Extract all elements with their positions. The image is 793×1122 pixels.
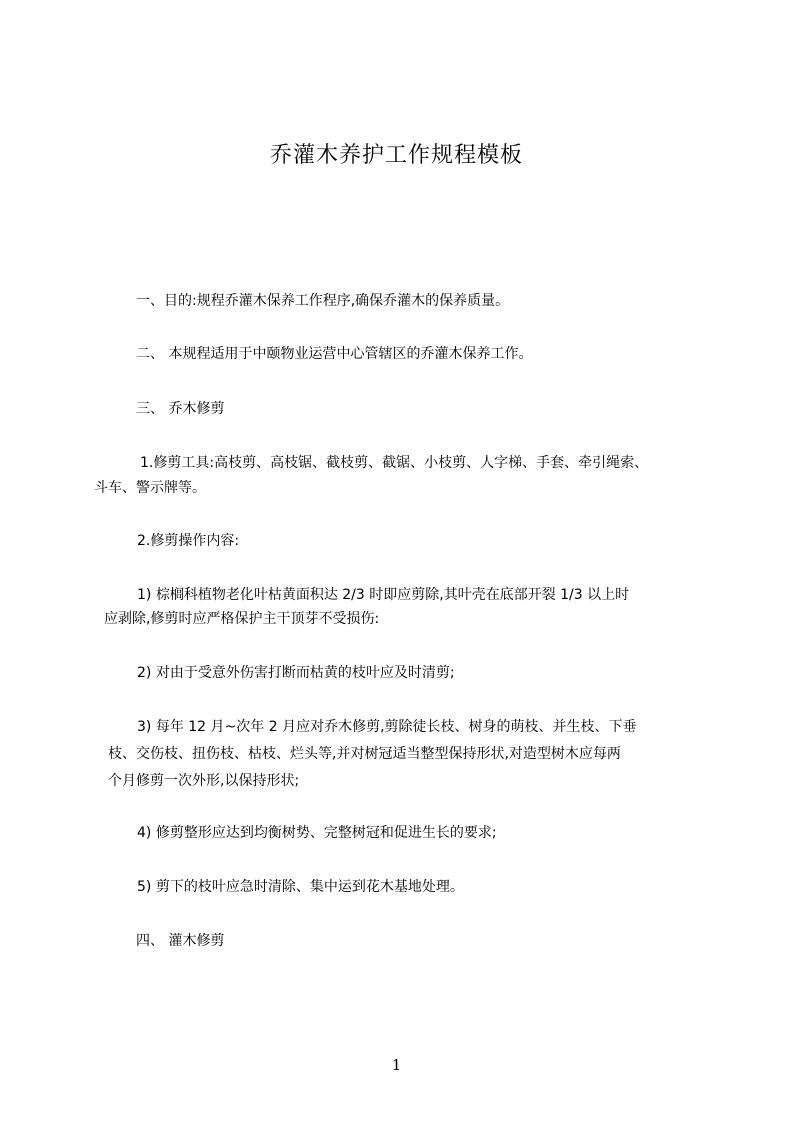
list-item-3-line-1: 3) 每年 12 月~次年 2 月应对乔木修剪,剪除徒长枝、树身的萌枝、并生枝、下垂 [137,719,637,735]
list-item-1-line-1: 1) 棕榈科植物老化叶枯黄面积达 2/3 时即应剪除,其叶壳在底部开裂 1/3 以上时 [137,587,630,603]
list-item-3-line-2: 枝、交伤枝、扭伤枝、枯枝、烂头等,并对树冠适当整型保持形状,对造型树木应每两 [108,746,621,762]
section-heading-tree-pruning: 三、 乔木修剪 [136,401,225,417]
list-item-4: 4) 修剪整形应达到均衡树势、完整树冠和促进生长的要求; [137,825,497,841]
paragraph-purpose: 一、目的:规程乔灌木保养工作程序,确保乔灌木的保养质量。 [136,293,510,309]
paragraph-pruning-operations: 2.修剪操作内容: [137,533,240,549]
document-title: 乔灌木养护工作规程模板 [269,143,523,168]
page-number: 1 [391,1056,402,1074]
list-item-2: 2) 对由于受意外伤害打断而枯黄的枝叶应及时清剪; [137,665,455,681]
list-item-1-line-2: 应剥除,修剪时应严格保护主干顶芽不受损伤: [104,611,380,627]
paragraph-pruning-tools-line-2: 斗车、警示牌等。 [94,480,206,496]
section-heading-shrub-pruning: 四、 灌木修剪 [136,933,225,949]
list-item-3-line-3: 个月修剪一次外形,以保持形状; [108,773,300,789]
list-item-5: 5) 剪下的枝叶应急时清除、集中运到花木基地处理。 [137,879,464,895]
paragraph-scope: 二、 本规程适用于中颐物业运营中心管辖区的乔灌木保养工作。 [136,346,533,362]
paragraph-pruning-tools-line-1: 1.修剪工具:高枝剪、高枝锯、截枝剪、截锯、小枝剪、人字梯、手套、牵引绳索、 [140,455,649,471]
